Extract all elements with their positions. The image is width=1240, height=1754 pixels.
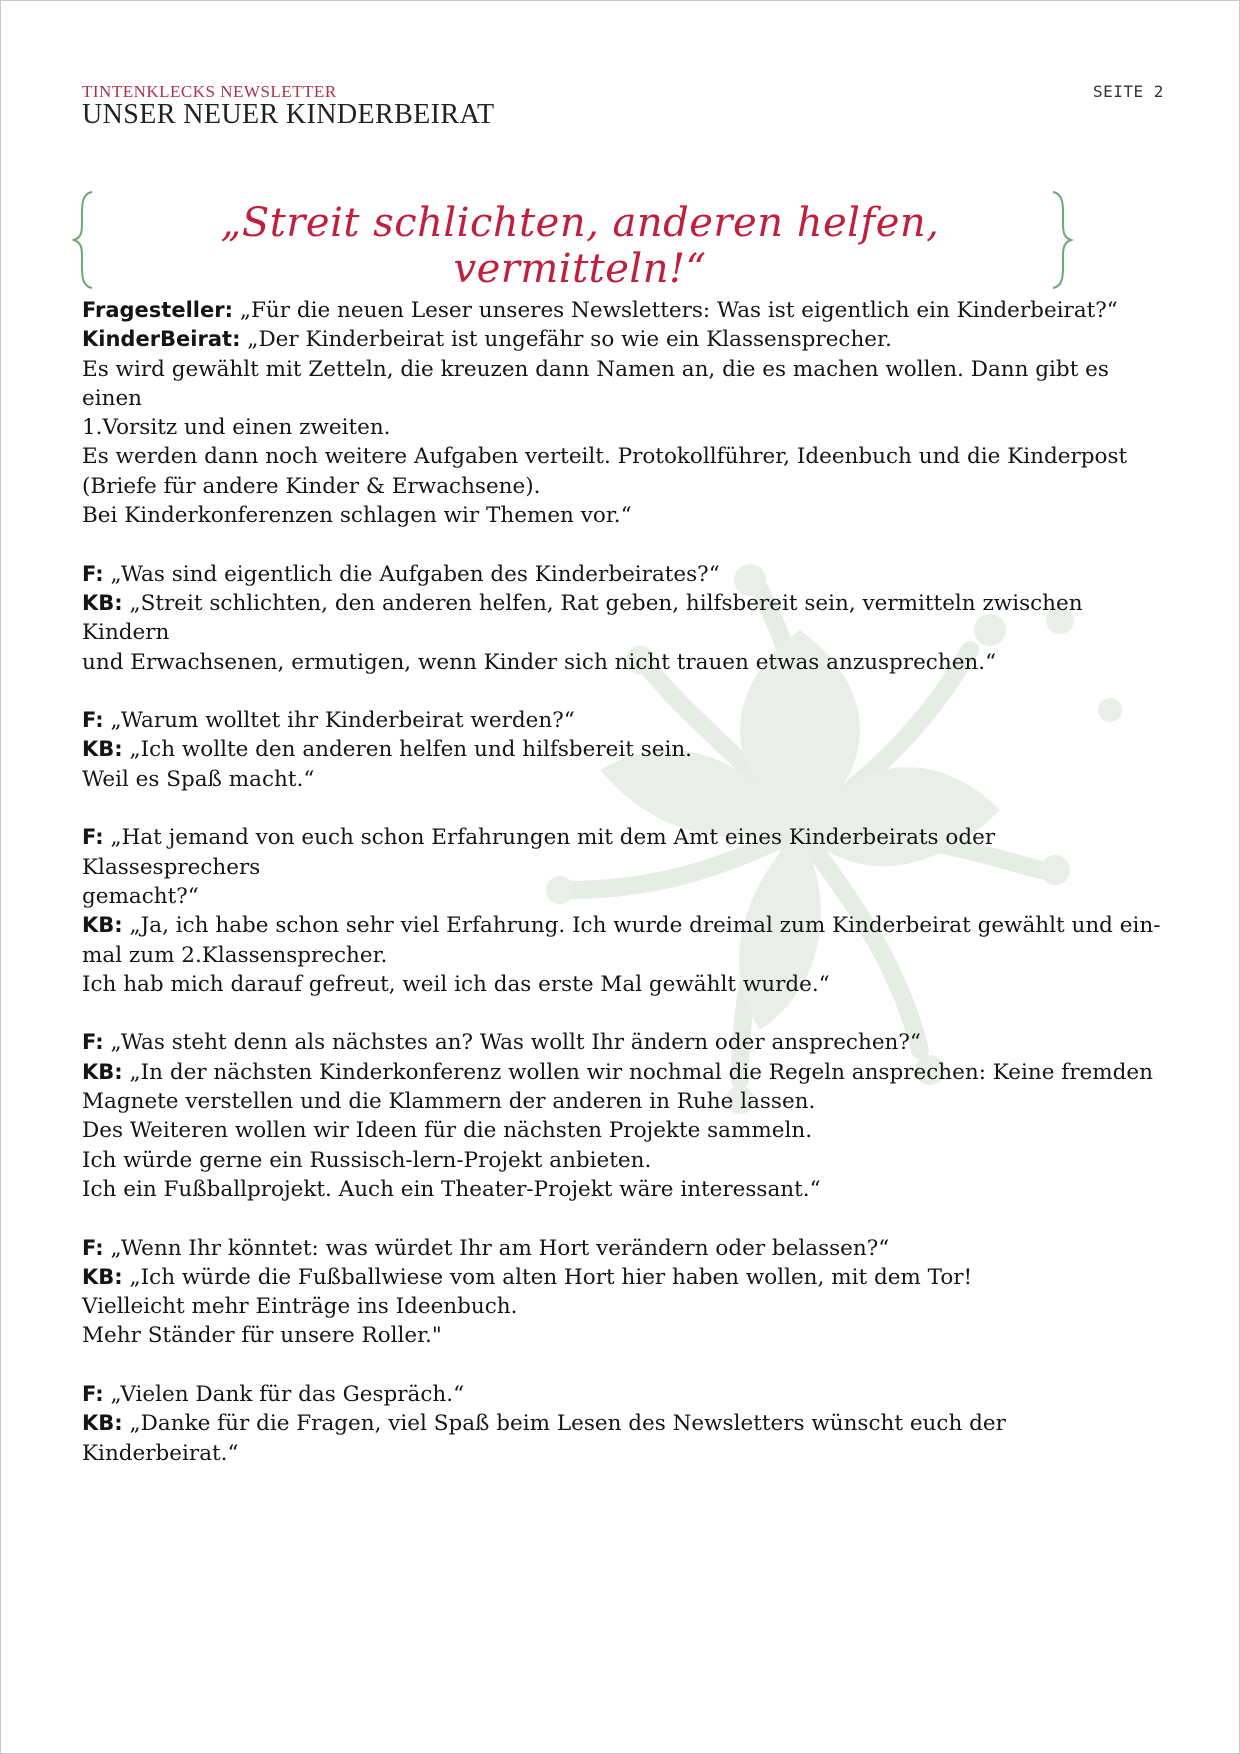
interview-line <box>82 1292 1162 1321</box>
line-text: „Vielen Dank für das Gespräch.“ <box>103 1381 465 1407</box>
speaker-label: F: <box>82 825 104 850</box>
line-text: mal zum 2.Klassensprecher. <box>82 942 388 968</box>
speaker-label: KB: <box>82 1411 123 1436</box>
line-text: „Ja, ich habe schon sehr viel Erfahrung. Ich wurde dreimal zum Kinderbeirat gewählt und ein- <box>122 913 1161 939</box>
line-text: (Briefe für andere Kinder & Erwachsene). <box>82 473 541 499</box>
line-text: Es wird gewählt mit Zetteln, die kreuzen dann Namen an, die es machen wollen. Dann gibt es einen <box>82 356 1116 411</box>
speaker-label: KB: <box>82 1059 123 1084</box>
interview-block <box>82 560 1162 677</box>
line-text: „In der nächsten Kinderkonferenz wollen wir nochmal die Regeln ansprechen: Keine fremden <box>122 1059 1153 1085</box>
line-text: Es werden dann noch weitere Aufgaben verteilt. Protokollführer, Ideenbuch und die Kinderpost <box>82 444 1128 470</box>
interview-line <box>82 325 1162 354</box>
interview-line <box>82 501 1162 530</box>
interview-line <box>82 589 1162 648</box>
interview-line <box>82 1409 1162 1468</box>
speaker-label: F: <box>82 1030 104 1055</box>
speaker-label: F: <box>82 708 104 733</box>
interview-line <box>82 1087 1162 1116</box>
interview-line <box>82 413 1162 442</box>
banner-quote: „Streit schlichten, anderen helfen, vermitteln!“ <box>220 200 940 292</box>
interview-line <box>82 1146 1162 1175</box>
interview-block <box>82 706 1162 794</box>
interview-line <box>82 1321 1162 1350</box>
speaker-label: KB: <box>82 590 123 615</box>
interview-line <box>82 560 1162 589</box>
interview-line <box>82 296 1162 325</box>
interview-line <box>82 472 1162 501</box>
line-text: „Wenn Ihr könntet: was würdet Ihr am Hort verändern oder belassen?“ <box>103 1235 890 1261</box>
speaker-label: F: <box>82 1235 104 1260</box>
line-text: Des Weiteren wollen wir Ideen für die nächsten Projekte sammeln. <box>82 1118 813 1144</box>
newsletter-kicker: TINTENKLECKS NEWSLETTER <box>82 82 337 101</box>
interview-line <box>82 706 1162 735</box>
line-text: „Der Kinderbeirat ist ungefähr so wie ein Klassensprecher. <box>240 327 892 353</box>
interview-line <box>82 648 1162 677</box>
page-title: UNSER NEUER KINDERBEIRAT <box>82 99 495 130</box>
interview-line <box>82 970 1162 999</box>
interview-line <box>82 823 1162 882</box>
line-text: Ich ein Fußballprojekt. Auch ein Theater-Projekt wäre interessant.“ <box>82 1176 821 1202</box>
line-text: Vielleicht mehr Einträge ins Ideenbuch. <box>82 1294 518 1320</box>
line-text: „Hat jemand von euch schon Erfahrungen mit dem Amt eines Kinderbeirats oder Klassesprechers <box>82 825 1002 880</box>
speaker-label: KB: <box>82 737 123 762</box>
interview-line <box>82 1058 1162 1087</box>
line-text: Magnete verstellen und die Klammern der anderen in Ruhe lassen. <box>82 1089 816 1115</box>
interview-line <box>82 911 1162 940</box>
line-text: Ich würde gerne ein Russisch-lern-Projekt anbieten. <box>82 1147 652 1173</box>
interview-block <box>82 1028 1162 1204</box>
speaker-label: KinderBeirat: <box>82 327 241 352</box>
interview-line <box>82 355 1162 414</box>
speaker-label: F: <box>82 1381 104 1406</box>
interview-line <box>82 1116 1162 1145</box>
interview-line <box>82 1380 1162 1409</box>
page-number: SEITE 2 <box>1093 82 1164 101</box>
interview-line <box>82 1263 1162 1292</box>
line-text: gemacht?“ <box>82 883 199 909</box>
interview-line <box>82 765 1162 794</box>
interview-line <box>82 941 1162 970</box>
line-text: „Was steht denn als nächstes an? Was wollt Ihr ändern oder ansprechen?“ <box>103 1030 921 1056</box>
line-text: Ich hab mich darauf gefreut, weil ich das erste Mal gewählt wurde.“ <box>82 971 830 997</box>
line-text: „Für die neuen Leser unseres Newsletters: Was ist eigentlich ein Kinderbeirat?“ <box>232 298 1118 323</box>
line-text: Bei Kinderkonferenzen schlagen wir Themen vor.“ <box>82 503 632 529</box>
line-text: „Streit schlichten, den anderen helfen, Rat geben, hilfsbereit sein, vermitteln zwischen Kindern <box>82 590 1090 646</box>
line-text: „Ich wollte den anderen helfen und hilfsbereit sein. <box>122 737 693 763</box>
speaker-label: KB: <box>82 1264 123 1289</box>
interview-line <box>82 735 1162 764</box>
line-text: Mehr Ständer für unsere Roller." <box>82 1323 442 1349</box>
interview-block <box>82 823 1162 999</box>
line-text: „Warum wolltet ihr Kinderbeirat werden?“ <box>103 708 575 734</box>
speaker-label: F: <box>82 561 104 586</box>
line-text: Weil es Spaß macht.“ <box>82 766 315 792</box>
interview-line <box>82 442 1162 471</box>
interview-block <box>82 1234 1162 1351</box>
line-text: 1.Vorsitz und einen zweiten. <box>82 415 391 441</box>
line-text: „Danke für die Fragen, viel Spaß beim Lesen des Newsletters wünscht euch der Kinderbeirat.“ <box>82 1411 1013 1466</box>
left-brace-icon <box>70 190 100 290</box>
speaker-label: KB: <box>82 913 123 938</box>
interview-block <box>82 1380 1162 1468</box>
interview-line <box>82 1028 1162 1057</box>
interview-line <box>82 882 1162 911</box>
interview-line <box>82 1234 1162 1263</box>
interview-line <box>82 1175 1162 1204</box>
interview-block <box>82 296 1162 530</box>
line-text: „Ich würde die Fußballwiese vom alten Hort hier haben wollen, mit dem Tor! <box>122 1264 973 1290</box>
line-text: und Erwachsenen, ermutigen, wenn Kinder sich nicht trauen etwas anzusprechen.“ <box>82 649 997 675</box>
interview-body <box>82 296 1162 1497</box>
line-text: „Was sind eigentlich die Aufgaben des Kinderbeirates?“ <box>103 561 720 587</box>
speaker-label: Fragesteller: <box>82 298 233 322</box>
